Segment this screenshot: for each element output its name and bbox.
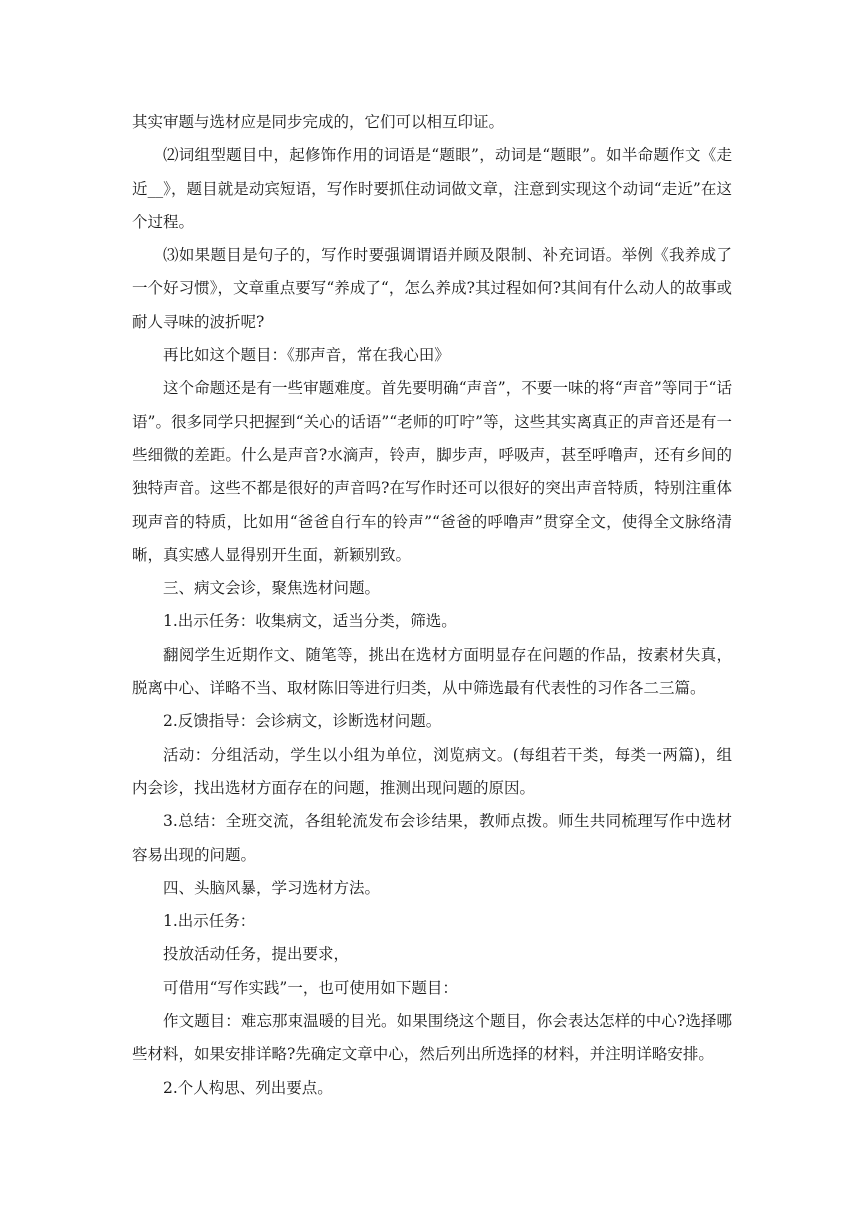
paragraph-text: 其实审题与选材应是同步完成的，它们可以相互印证。 — [132, 113, 505, 131]
paragraph-text: 作文题目：难忘那束温暖的目光。如果围绕这个题目，你会表达怎样的中心?选择哪些材料，如果安排详略?先确定文章中心，然后列出所选择的材料，并注明详略安排。 — [132, 1012, 732, 1064]
paragraph-text: 活动：分组活动，学生以小组为单位，浏览病文。(每组若干类，每类一两篇)，组内会诊，找出选材方面存在的问题，推测出现问题的原因。 — [132, 745, 732, 797]
paragraph-text: 1.出示任务：收集病文，适当分类，筛选。 — [163, 612, 457, 631]
paragraph-text: 这个命题还是有一些审题难度。首先要明确“声音”，不要一味的将“声音”等同于“话语”。很多同学只把握到“关心的话语”“老师的叮咛”等，这些其实离真正的声音还是有一些细微的差距。什么是声音?水滴声，铃声，脚步声，呼吸声，甚至呼噜声，还有乡间的独特声音。这些不都是很好的声音吗?在写作时还可以很好的突出声音特质，特别注重体现声音的特质，比如用“爸爸自行车的铃声”“爸爸的呼噜声”贯穿全文，使得全文脉络清晰，真实感人显得别开生面，新颖别致。 — [132, 379, 732, 564]
paragraph-text: 3.总结：全班交流，各组轮流发布会诊结果，教师点拨。师生共同梳理写作中选材容易出现的问题。 — [132, 812, 732, 864]
paragraph-text: 1.出示任务： — [163, 912, 256, 931]
paragraph-text: ⑶如果题目是句子的，写作时要强调谓语并顾及限制、补充词语。举例《我养成了一个好习惯》，文章重点要写“养成了“，怎么养成?其过程如何?其间有什么动人的故事或耐人寻味的波折呢? — [132, 246, 732, 331]
paragraph-text: ⑵词组型题目中，起修饰作用的词语是“题眼”，动词是“题眼”。如半命题作文《走近__》，题目就是动宾短语，写作时要抓住动词做文章，注意到实现这个动词“走近”在这个过程。 — [132, 146, 732, 231]
section-heading: 四、头脑风暴，学习选材方法。 — [163, 878, 381, 897]
paragraph-text: 投放活动任务，提出要求， — [163, 945, 350, 964]
paragraph-text: 可借用“写作实践”一，也可使用如下题目： — [163, 978, 458, 997]
section-heading: 三、病文会诊，聚焦选材问题。 — [163, 579, 381, 598]
paragraph-text: 2.反馈指导：会诊病文，诊断选材问题。 — [163, 712, 442, 731]
paragraph-text: 翻阅学生近期作文、随笔等，挑出在选材方面明显存在问题的作品，按素材失真，脱离中心、详略不当、取材陈旧等进行归类，从中筛选最有代表性的习作各二三篇。 — [132, 645, 732, 698]
paragraph-text: 2.个人构思、列出要点。 — [163, 1078, 333, 1097]
document-body — [132, 106, 732, 1105]
paragraph-text: 再比如这个题目：《那声音，常在我心田》 — [163, 346, 450, 365]
